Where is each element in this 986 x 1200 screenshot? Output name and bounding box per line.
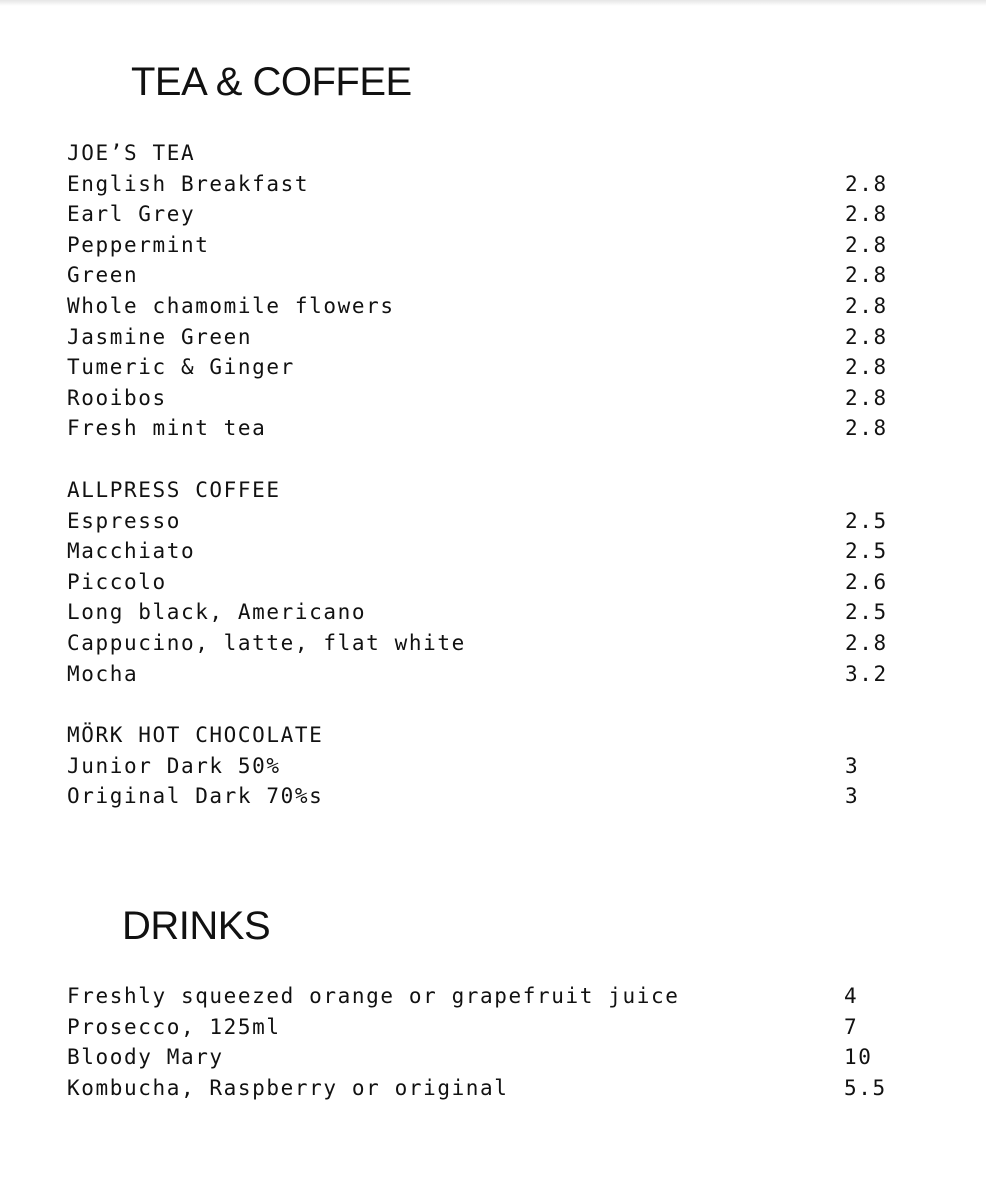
menu-item [67,322,907,353]
item-name: Long black, Americano [67,600,367,625]
item-name: Piccolo [67,569,167,594]
item-name: Espresso [67,508,181,533]
item-name: Peppermint [67,232,210,257]
menu-item [67,352,907,383]
menu-item [67,781,907,812]
menu-item [67,659,907,690]
item-name: Macchiato [67,539,196,564]
menu-item [67,383,907,414]
menu-item [67,230,907,261]
item-price: 2.5 [845,508,888,533]
item-name: Original Dark 70%s [67,784,324,809]
item-price: 4 [844,984,859,1008]
menu-item [67,199,907,230]
section-joes-tea [67,138,907,444]
menu-item [67,506,907,537]
item-name: Kombucha, Raspberry or original [67,1075,509,1100]
item-price: 2.8 [845,416,888,441]
menu-item [67,169,907,200]
menu-item [67,597,907,628]
menu-item [67,567,907,598]
item-name: Jasmine Green [67,324,253,349]
item-price: 3 [845,784,860,809]
item-price: 2.8 [845,232,888,257]
item-name: Bloody Mary [67,1045,224,1070]
item-name: Green [67,263,139,288]
item-price: 2.8 [845,324,888,349]
item-name: Prosecco, 125ml [67,1014,281,1039]
menu-item [67,1012,907,1043]
item-price: 2.8 [845,202,888,227]
item-price: 5.5 [844,1075,887,1100]
item-name: Rooibos [67,385,167,410]
item-name: Cappucino, latte, flat white [67,630,466,655]
menu-item [67,751,907,782]
item-name: Tumeric & Ginger [67,355,295,380]
menu-item [67,536,907,567]
menu-item [67,413,907,444]
item-price: 10 [844,1045,873,1070]
menu-item [67,628,907,659]
item-price: 3 [845,753,860,778]
item-name: Freshly squeezed orange or grapefruit juice [67,984,680,1008]
section-title-joes-tea: JOE’S TEA [67,141,196,165]
item-price: 2.8 [845,171,888,196]
heading-tea-coffee: TEA & COFFEE [131,60,412,104]
item-price: 3.2 [845,661,888,686]
section-title-mork-hot-chocolate: MÖRK HOT CHOCOLATE [67,723,324,747]
section-drinks [67,981,907,1103]
section-mork-hot-chocolate [67,720,907,812]
item-price: 2.8 [845,630,888,655]
item-name: Mocha [67,661,139,686]
item-name: Junior Dark 50% [67,753,281,778]
item-price: 2.8 [845,263,888,288]
item-price: 2.8 [845,293,888,318]
item-name: English Breakfast [67,171,310,196]
page-top-edge [0,0,986,6]
heading-drinks: DRINKS [122,904,271,948]
menu-item [67,260,907,291]
item-price: 7 [844,1014,859,1039]
item-price: 2.5 [845,600,888,625]
menu-item [67,981,907,1012]
section-title-allpress-coffee: ALLPRESS COFFEE [67,478,281,502]
menu-item [67,291,907,322]
item-price: 2.6 [845,569,888,594]
item-name: Fresh mint tea [67,416,267,441]
item-name: Whole chamomile flowers [67,293,395,318]
item-price: 2.8 [845,385,888,410]
menu-item [67,1073,907,1104]
item-price: 2.5 [845,539,888,564]
menu-item [67,1042,907,1073]
item-name: Earl Grey [67,202,196,227]
item-price: 2.8 [845,355,888,380]
section-allpress-coffee [67,475,907,689]
